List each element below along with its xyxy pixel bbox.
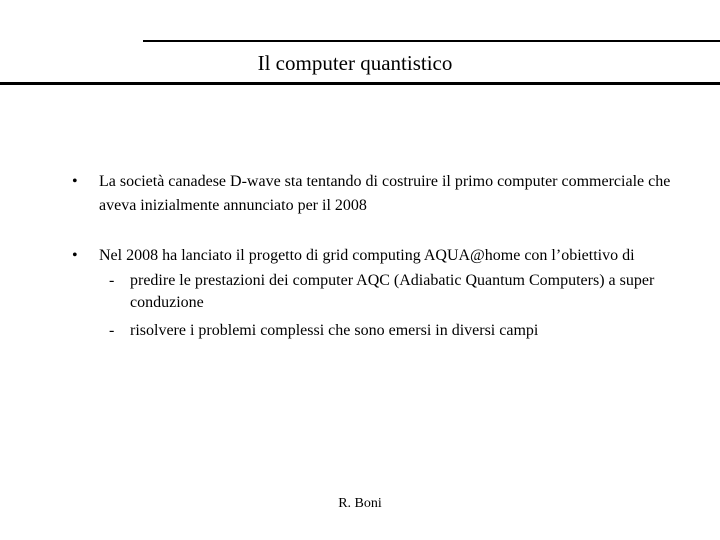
slide-content (0, 170, 720, 342)
bullet-marker: • (72, 247, 78, 264)
bullet-item (0, 170, 720, 218)
sub-item (99, 320, 680, 342)
sub-marker: - (109, 272, 115, 289)
sub-text: predire le prestazioni dei computer AQC (Adiabatic Quantum Computers) a super conduzione (130, 272, 655, 311)
bullet-marker: • (72, 173, 78, 190)
bullet-item (0, 244, 720, 342)
header-bottom-rule (0, 82, 720, 85)
sub-list (99, 270, 680, 342)
footer-author: R. Boni (338, 496, 382, 511)
slide-title: Il computer quantistico (257, 51, 453, 75)
header-top-rule (143, 40, 720, 42)
bullet-text: La società canadese D-wave sta tentando di costruire il primo computer commerciale che aveva inizialmente annunciato per il 2008 (99, 173, 671, 214)
sub-text: risolvere i problemi complessi che sono emersi in diversi campi (130, 322, 539, 339)
bullet-text: Nel 2008 ha lanciato il progetto di grid computing AQUA@home con l’obiettivo di (99, 247, 635, 264)
sub-item (99, 270, 680, 314)
sub-marker: - (109, 322, 115, 339)
